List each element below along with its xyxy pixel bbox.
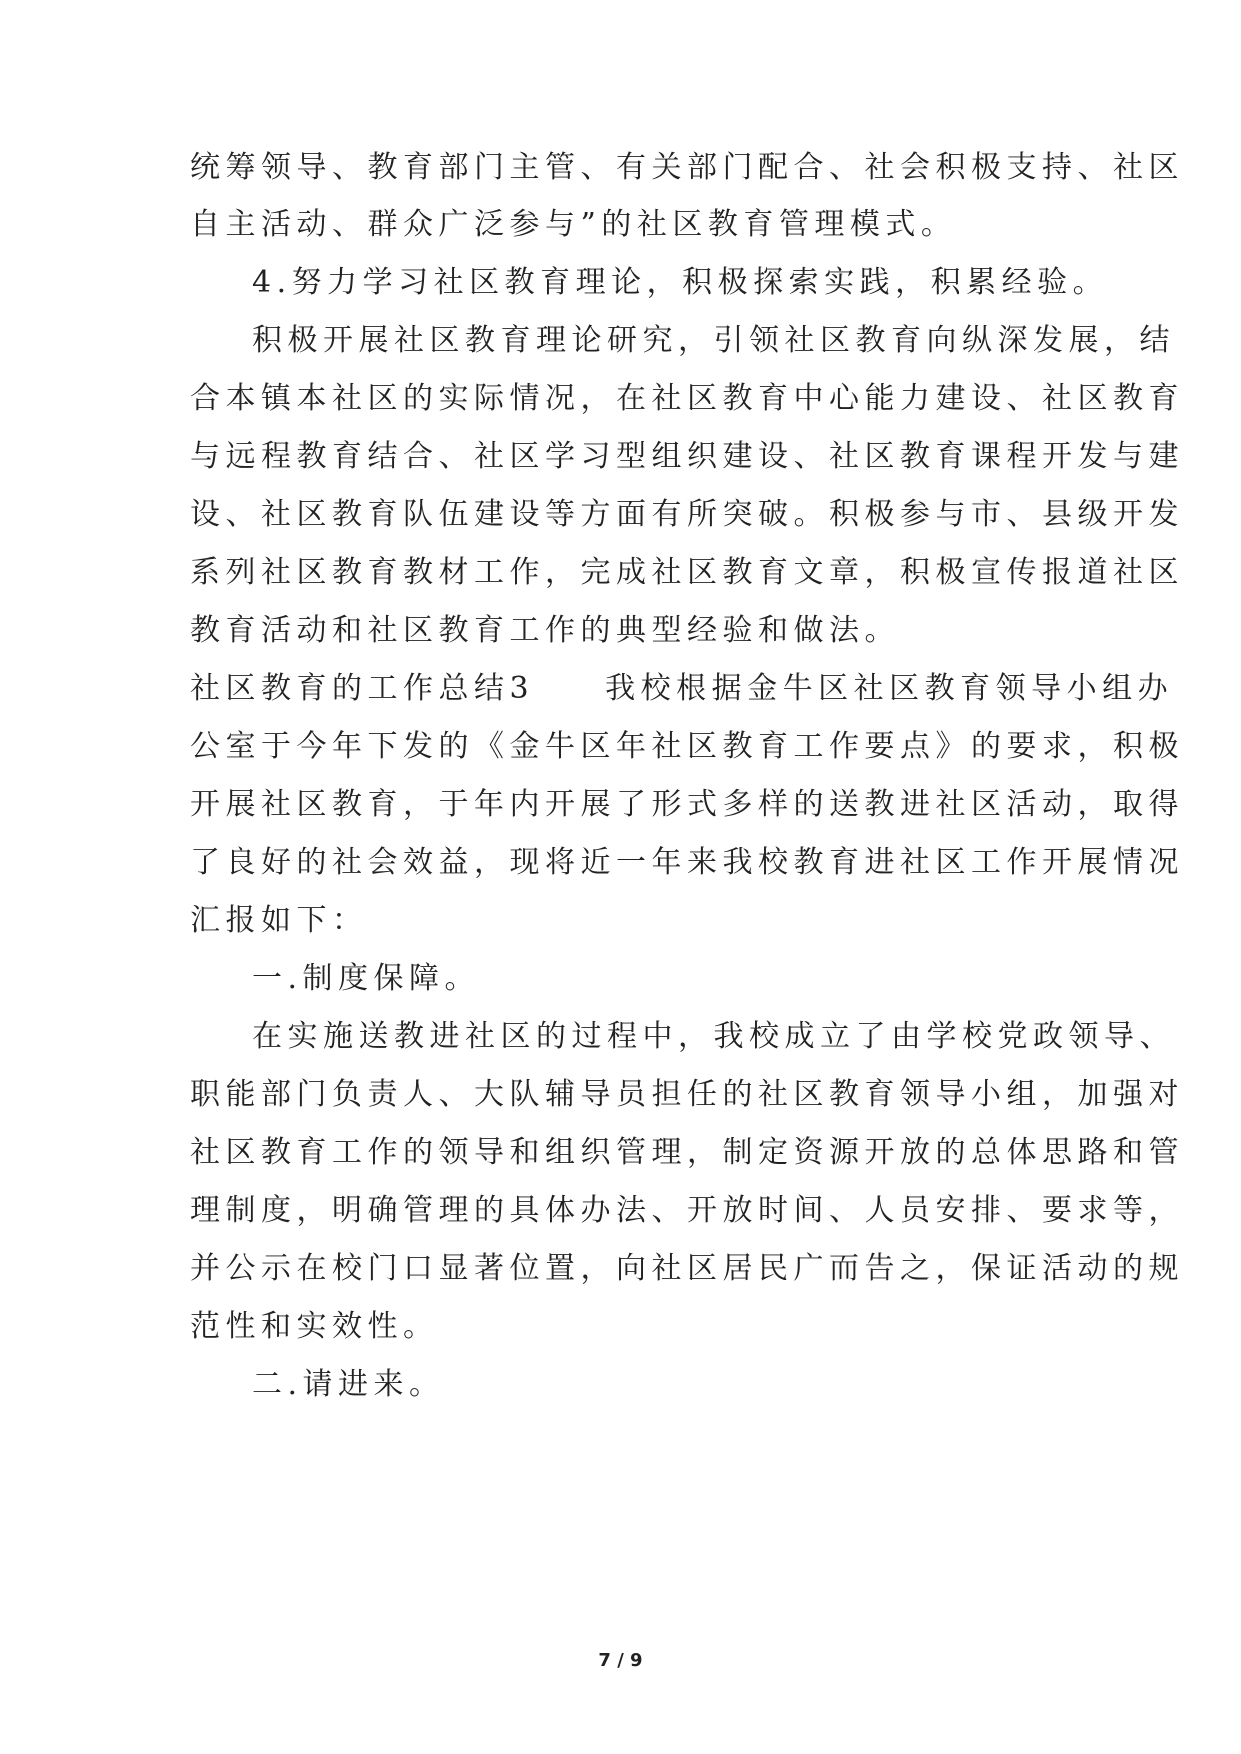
text-line: 汇报如下： — [190, 903, 368, 938]
text-line: 社区教育工作的领导和组织管理，制定资源开放的总体思路和管 — [190, 1135, 1184, 1170]
text-line: 范性和实效性。 — [190, 1309, 439, 1344]
text-line: 设、社区教育队伍建设等方面有所突破。积极参与市、县级开发 — [190, 497, 1184, 532]
text-line: 在实施送教进社区的过程中，我校成立了由学校党政领导、 — [252, 1019, 1175, 1054]
text-line: 4.努力学习社区教育理论，积极探索实践，积累经验。 — [252, 265, 1109, 300]
text-line: 系列社区教育教材工作，完成社区教育文章，积极宣传报道社区 — [190, 555, 1184, 590]
text-line: 了良好的社会效益，现将近一年来我校教育进社区工作开展情况 — [190, 845, 1184, 880]
page-number: 7 / 9 — [598, 1650, 643, 1671]
subheading-line: 一.制度保障。 — [252, 961, 481, 996]
text-line: 并公示在校门口显著位置，向社区居民广而告之，保证活动的规 — [190, 1251, 1184, 1286]
text-line: 自主活动、群众广泛参与”的社区教育管理模式。 — [190, 207, 957, 242]
text-line: 职能部门负责人、大队辅导员担任的社区教育领导小组，加强对 — [190, 1077, 1184, 1112]
subheading-line: 二.请进来。 — [252, 1367, 445, 1402]
text-line: 积极开展社区教育理论研究，引领社区教育向纵深发展，结 — [252, 323, 1175, 358]
text-line: 统筹领导、教育部门主管、有关部门配合、社会积极支持、社区 — [190, 150, 1184, 185]
text-line: 合本镇本社区的实际情况，在社区教育中心能力建设、社区教育 — [190, 381, 1184, 416]
text-line: 理制度，明确管理的具体办法、开放时间、人员安排、要求等， — [190, 1193, 1184, 1228]
text-line: 与远程教育结合、社区学习型组织建设、社区教育课程开发与建 — [190, 439, 1184, 474]
section-heading-line: 社区教育的工作总结3 我校根据金牛区社区教育领导小组办 — [190, 671, 1174, 706]
text-line: 公室于今年下发的《金牛区年社区教育工作要点》的要求，积极 — [190, 729, 1184, 764]
text-line: 开展社区教育，于年内开展了形式多样的送教进社区活动，取得 — [190, 787, 1184, 822]
text-line: 教育活动和社区教育工作的典型经验和做法。 — [190, 613, 900, 648]
